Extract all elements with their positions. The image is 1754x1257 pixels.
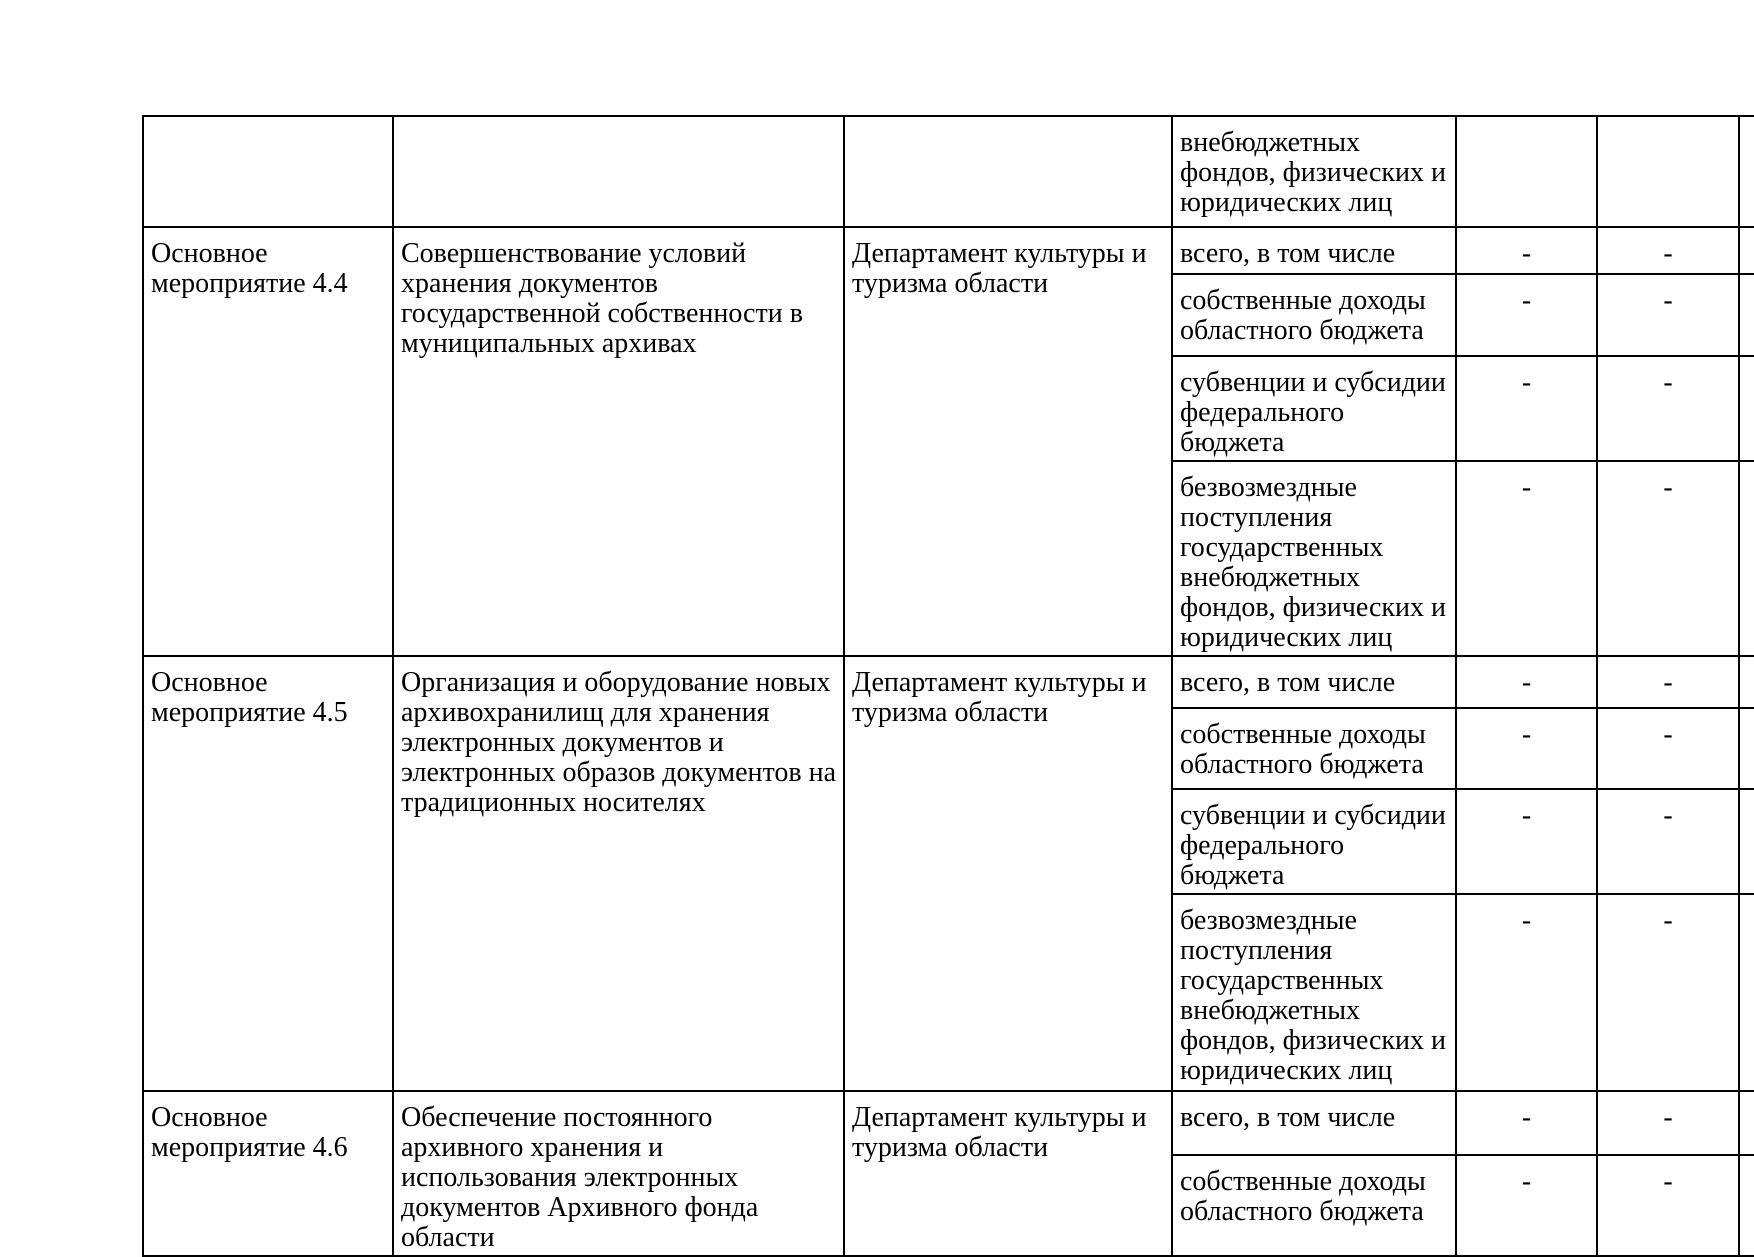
value-cell-clipped: [1739, 1155, 1754, 1256]
value-cell: -: [1597, 894, 1739, 1091]
value-cell: -: [1456, 656, 1597, 708]
value-cell-clipped: [1739, 708, 1754, 789]
budget-table: [142, 115, 1754, 1257]
funding-source-cell: субвенции и субсидии федерального бюджета: [1172, 789, 1456, 894]
value-cell: -: [1456, 708, 1597, 789]
funding-source-cell: всего, в том числе: [1172, 656, 1456, 708]
table-row: [143, 656, 1754, 708]
value-cell: -: [1597, 461, 1739, 656]
value-cell: -: [1597, 789, 1739, 894]
value-cell: -: [1456, 227, 1597, 274]
value-cell-clipped: [1739, 274, 1754, 356]
value-cell-clipped: [1739, 461, 1754, 656]
executor-cell-empty: [844, 116, 1172, 227]
activity-cell: Основное мероприятие 4.4: [143, 227, 393, 656]
executor-cell: Департамент культуры и туризма области: [844, 227, 1172, 656]
activity-cell-empty: [143, 116, 393, 227]
description-cell: Совершенствование условий хранения документов государственной собственности в муниципальных архивах: [393, 227, 844, 656]
description-cell: Обеспечение постоянного архивного хранения и использования электронных документов Архивного фонда области: [393, 1091, 844, 1256]
funding-source-cell: собственные доходы областного бюджета: [1172, 274, 1456, 356]
value-cell: -: [1456, 274, 1597, 356]
value-cell-empty: [1456, 116, 1597, 227]
value-cell-clipped: [1739, 356, 1754, 461]
value-cell: -: [1456, 1091, 1597, 1155]
value-cell-empty: [1597, 116, 1739, 227]
table-clip-region: [142, 115, 1754, 1257]
activity-cell: Основное мероприятие 4.6: [143, 1091, 393, 1256]
value-cell-clipped: [1739, 116, 1754, 227]
funding-source-cell: всего, в том числе: [1172, 1091, 1456, 1155]
value-cell: -: [1456, 1155, 1597, 1256]
value-cell: -: [1597, 1155, 1739, 1256]
value-cell-clipped: [1739, 1091, 1754, 1155]
value-cell: -: [1456, 461, 1597, 656]
description-cell: Организация и оборудование новых архивохранилищ для хранения электронных документов и электронных образов документов на традиционных носителях: [393, 656, 844, 1091]
value-cell-clipped: [1739, 656, 1754, 708]
executor-cell: Департамент культуры и туризма области: [844, 1091, 1172, 1256]
funding-source-cell: безвозмездные поступления государственных внебюджетных фондов, физических и юридических лиц: [1172, 894, 1456, 1091]
value-cell: -: [1597, 356, 1739, 461]
value-cell: -: [1456, 894, 1597, 1091]
value-cell: -: [1456, 356, 1597, 461]
value-cell-clipped: [1739, 894, 1754, 1091]
funding-source-cell: собственные доходы областного бюджета: [1172, 708, 1456, 789]
value-cell-clipped: [1739, 789, 1754, 894]
funding-source-cell: безвозмездные поступления государственных внебюджетных фондов, физических и юридических лиц: [1172, 461, 1456, 656]
value-cell: -: [1597, 227, 1739, 274]
value-cell: -: [1597, 656, 1739, 708]
funding-source-cell: собственные доходы областного бюджета: [1172, 1155, 1456, 1256]
carryover-row: [143, 116, 1754, 227]
value-cell-clipped: [1739, 227, 1754, 274]
activity-cell: Основное мероприятие 4.5: [143, 656, 393, 1091]
value-cell: -: [1597, 274, 1739, 356]
value-cell: -: [1456, 789, 1597, 894]
value-cell: -: [1597, 1091, 1739, 1155]
description-cell-empty: [393, 116, 844, 227]
table-row: [143, 1091, 1754, 1155]
value-cell: -: [1597, 708, 1739, 789]
table-row: [143, 227, 1754, 274]
funding-source-cell: внебюджетных фондов, физических и юридических лиц: [1172, 116, 1456, 227]
executor-cell: Департамент культуры и туризма области: [844, 656, 1172, 1091]
funding-source-cell: всего, в том числе: [1172, 227, 1456, 274]
funding-source-cell: субвенции и субсидии федерального бюджета: [1172, 356, 1456, 461]
